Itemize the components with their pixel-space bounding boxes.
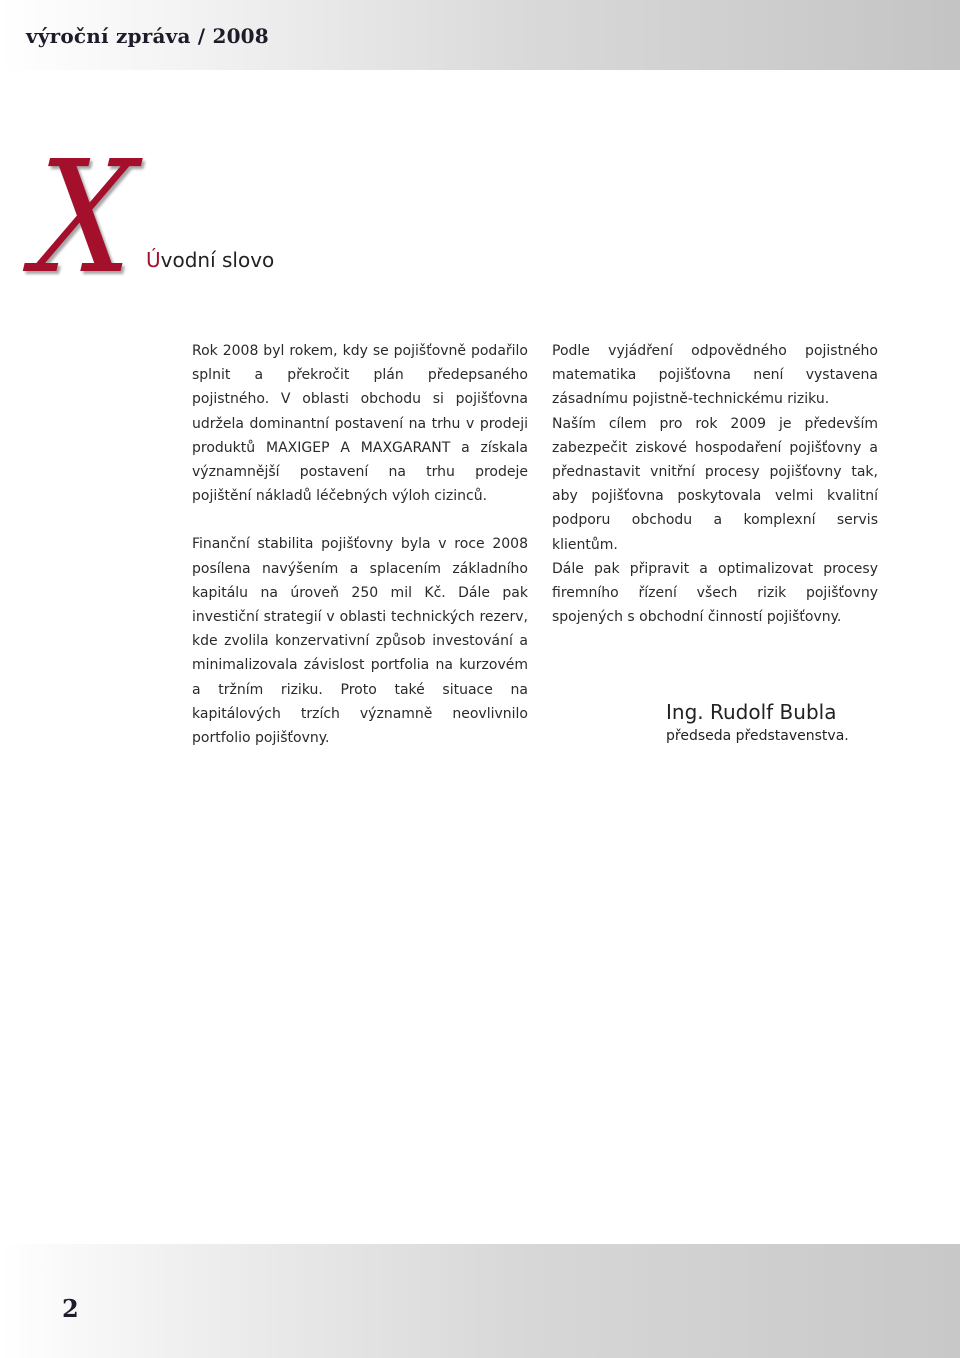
right-column (552, 339, 878, 629)
section-title-initial: Ú (146, 248, 161, 272)
signature-name: Ing. Rudolf Bubla (666, 700, 837, 724)
page-header (0, 0, 960, 70)
report-title: výroční zpráva / 2008 (26, 24, 269, 48)
signature-role: předseda představenstva. (666, 728, 849, 744)
section-title (146, 248, 274, 272)
right-paragraph-1: Podle vyjádření odpovědného pojistného matematika pojišťovna není vystavena zásadnímu pojistně-technickému riziku. (552, 343, 878, 408)
left-column (192, 339, 528, 750)
page-number: 2 (62, 1294, 79, 1323)
right-paragraph-3: Dále pak připravit a optimalizovat procesy firemního řízení všech rizik pojišťovny spojených s obchodní činností pojišťovny. (552, 560, 878, 626)
section-title-rest: vodní slovo (160, 248, 275, 272)
signature-block (666, 698, 849, 746)
left-paragraph-2: Finanční stabilita pojišťovny byla v roce 2008 posílena navýšením a splacením základního kapitálu na úroveň 250 mil Kč. Dále pak investiční strategií v oblasti technických rezerv, kde zvolila konzervativní způsob investování a minimalizovala závislost portfolia na kurzovém a tržním riziku. Proto také situace na kapitálových trzích významně neovlivnilo portfolio pojišťovny. (192, 536, 528, 747)
right-paragraph-2: Naším cílem pro rok 2009 je především zabezpečit ziskové hospodaření pojišťovny a přednastavit vnitřní procesy pojišťovny tak, aby pojišťovna poskytovala velmi kvalitní podporu obchodu a komplexní servis klientům. (552, 415, 878, 553)
page-footer (0, 1244, 960, 1358)
left-paragraph-1: Rok 2008 byl rokem, kdy se pojišťovně podařilo splnit a překročit plán předepsaného pojistného. V oblasti obchodu si pojišťovna udržela dominantní postavení na trhu v prodeji produktů MAXIGEP A MAXGARANT a získala významnější postavení na trhu prodeje pojištění nákladů léčebných výloh cizinců. (192, 343, 528, 505)
section-letter: X (29, 127, 141, 308)
